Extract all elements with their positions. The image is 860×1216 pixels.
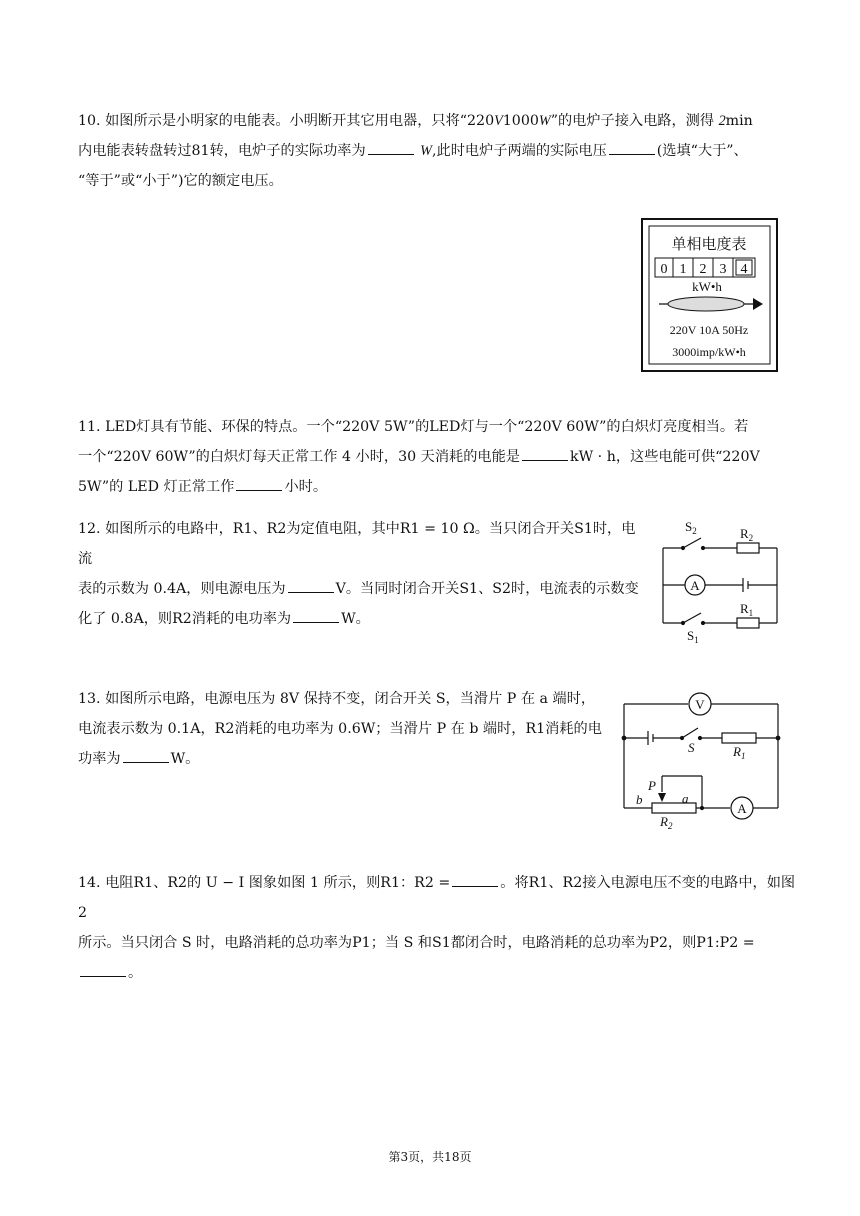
answer-blank[interactable] [609,153,655,155]
circuit-diagram-q13 [618,688,786,832]
q14-line-2: 所示。当只闭合 S 时，电路消耗的总功率为P1；当 S 和S1都闭合时，电路消耗的总功率为P2，则P1:P2 =。 [78,935,755,981]
answer-blank[interactable] [123,761,169,763]
answer-blank[interactable] [236,489,282,491]
q11-line-3: 5W”的 LED 灯正常工作 小时。 [78,479,328,495]
q13-line-2: 电流表示数为 0.1A，R2消耗的电功率为 0.6W；当滑片 P 在 b 端时，R1消耗的电 [78,721,602,737]
svg-text:P: P [648,778,656,793]
svg-text:R2: $R_2$ [660,814,673,831]
svg-text:R1: $R_1$ [740,601,754,618]
answer-blank[interactable] [80,975,126,977]
q13-line-1: 13. 如图所示电路，电源电压为 8V 保持不变，闭合开关 S，当滑片 P 在 a 端时， [78,691,596,707]
q10-line-1: 10. 如图所示是小明家的电能表。小明断开其它用电器，只将“220V1000W”的电炉子接入电路，测得 2min [78,113,753,129]
svg-text:R1: $R_1$ [733,744,746,761]
q12-line-1: 12. 如图所示的电路中，R1、R2为定值电阻，其中R1 = 10 Ω。当只闭合开关S1时，电流 [78,521,636,567]
q12-line-2: 表的示数为 0.4A，则电源电压为 V。当同时闭合开关S1、S2时，电流表的示数变 [78,581,639,597]
svg-text:S1: $S_1$ [687,628,699,645]
question-10 [78,106,788,196]
question-14 [78,868,798,988]
meter-unit: kW•h [692,279,722,294]
meter-digit: 3 [719,262,727,277]
meter-digit: 1 [679,262,687,277]
answer-blank[interactable] [368,153,414,155]
page-footer: 第3页，共18页 [388,1150,472,1164]
meter-digit: 2 [699,262,707,277]
q12-line-3: 化了 0.8A，则R2消耗的电功率为 W。 [78,611,370,627]
svg-text:a: a [682,791,689,806]
ammeter-label: A [737,801,747,816]
meter-digit: 4 [740,262,748,277]
q10-line-2: 内电能表转盘转过81转，电炉子的实际功率为 W,此时电炉子两端的实际电压 (选填“大于”、 [78,143,748,159]
question-12 [78,514,648,634]
answer-blank[interactable] [293,621,339,623]
answer-blank[interactable] [452,885,498,887]
question-11 [78,412,788,502]
question-13 [78,684,608,774]
q14-line-1: 14. 电阻R1、R2的 U − I 图象如图 1 所示，则R1：R2 = 。将R1、R2接入电源电压不变的电路中，如图 2 [78,875,796,921]
circuit-diagram-q12 [655,516,780,646]
q10-line-3: “等于”或“小于”)它的额定电压。 [78,173,283,189]
meter-imp: 3000imp/kW•h [672,345,746,359]
svg-text:b: b [636,792,643,807]
voltmeter-label: V [695,697,705,712]
answer-blank[interactable] [522,459,568,461]
answer-blank[interactable] [288,591,334,593]
meter-specs: 220V 10A 50Hz [669,323,749,337]
svg-text:S2: $S_2$ [685,519,697,536]
electricity-meter-figure [641,218,778,372]
meter-title: 单相电度表 [671,235,747,253]
q13-line-3: 功率为 W。 [78,751,200,767]
svg-text:S: S [688,740,695,755]
ammeter-label: A [690,578,700,593]
q11-line-1: 11. LED灯具有节能、环保的特点。一个“220V 5W”的LED灯与一个“220V 60W”的白炽灯亮度相当。若 [78,419,749,435]
svg-text:R2: $R_2$ [740,526,754,543]
q11-line-2: 一个“220V 60W”的白炽灯每天正常工作 4 小时，30 天消耗的电能是 kW · h，这些电能可供“220V [78,449,760,465]
meter-digit: 0 [660,262,668,277]
